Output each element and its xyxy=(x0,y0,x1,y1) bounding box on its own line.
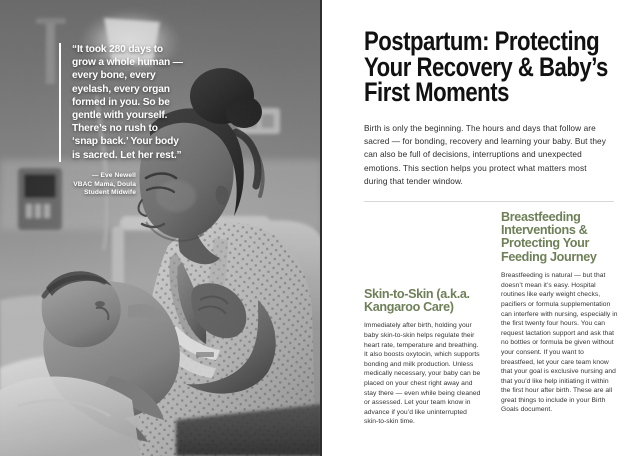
article-columns xyxy=(364,211,619,456)
quote-attribution xyxy=(19,172,136,198)
page-title: Postpartum: Protecting Your Recovery & Baby’s First Moments xyxy=(364,26,608,107)
attribution-role: VBAC Mama, Doula xyxy=(73,180,136,188)
column-skin-to-skin xyxy=(364,288,481,427)
column-body: Breastfeeding is natural — but that doesn’t mean it’s easy. Hospital routines like early weight checks, pacifiers or formula supplementation can interfere with nursing, especially in the first twenty four hours. You can request lactation support and ask that no bottles or formula be given without your consent. If you want to breastfeed, let your care team know that your goal is exclusive nursing and that you’d like help initiating it within the first hour after birth. These are all great things to include in your Birth Goals document. xyxy=(501,272,618,414)
column-body: Immediately after birth, holding your baby skin-to-skin helps regulate their heart rate, temperature and breathing. It also boosts oxytocin, which supports bonding and milk production. Unless medically necessary, your baby can be placed on your chest right away and stay there — even while being cleaned or assessed. Let your team know in advance if you’d like uninterrupted skin-to-skin time. xyxy=(364,322,481,426)
pull-quote-text: “It took 280 days to grow a whole human — every bone, every eyelash, every organ formed in you. So be gentle with yourself. There’s no rush to ‘snap back.’ Your body is sacred. Let her rest.” xyxy=(72,44,183,161)
pull-quote xyxy=(59,43,184,162)
column-breastfeeding xyxy=(501,211,618,416)
intro-paragraph: Birth is only the beginning. The hours and days that follow are sacred — for bonding, recovery and learning your baby. But they can also be full of decisions, interruptions and unexpected emotions. This section helps you protect what matters most during that tender window. xyxy=(364,122,606,187)
text-page xyxy=(322,0,640,456)
attribution-name: — Eve Newell xyxy=(91,172,136,179)
attribution-title: Student Midwife xyxy=(83,189,136,197)
column-heading: Skin-to-Skin (a.k.a. Kangaroo Care) xyxy=(364,286,470,314)
column-heading: Breastfeeding Interventions & Protecting Your Feeding Journey xyxy=(501,209,597,264)
section-divider xyxy=(364,201,614,202)
